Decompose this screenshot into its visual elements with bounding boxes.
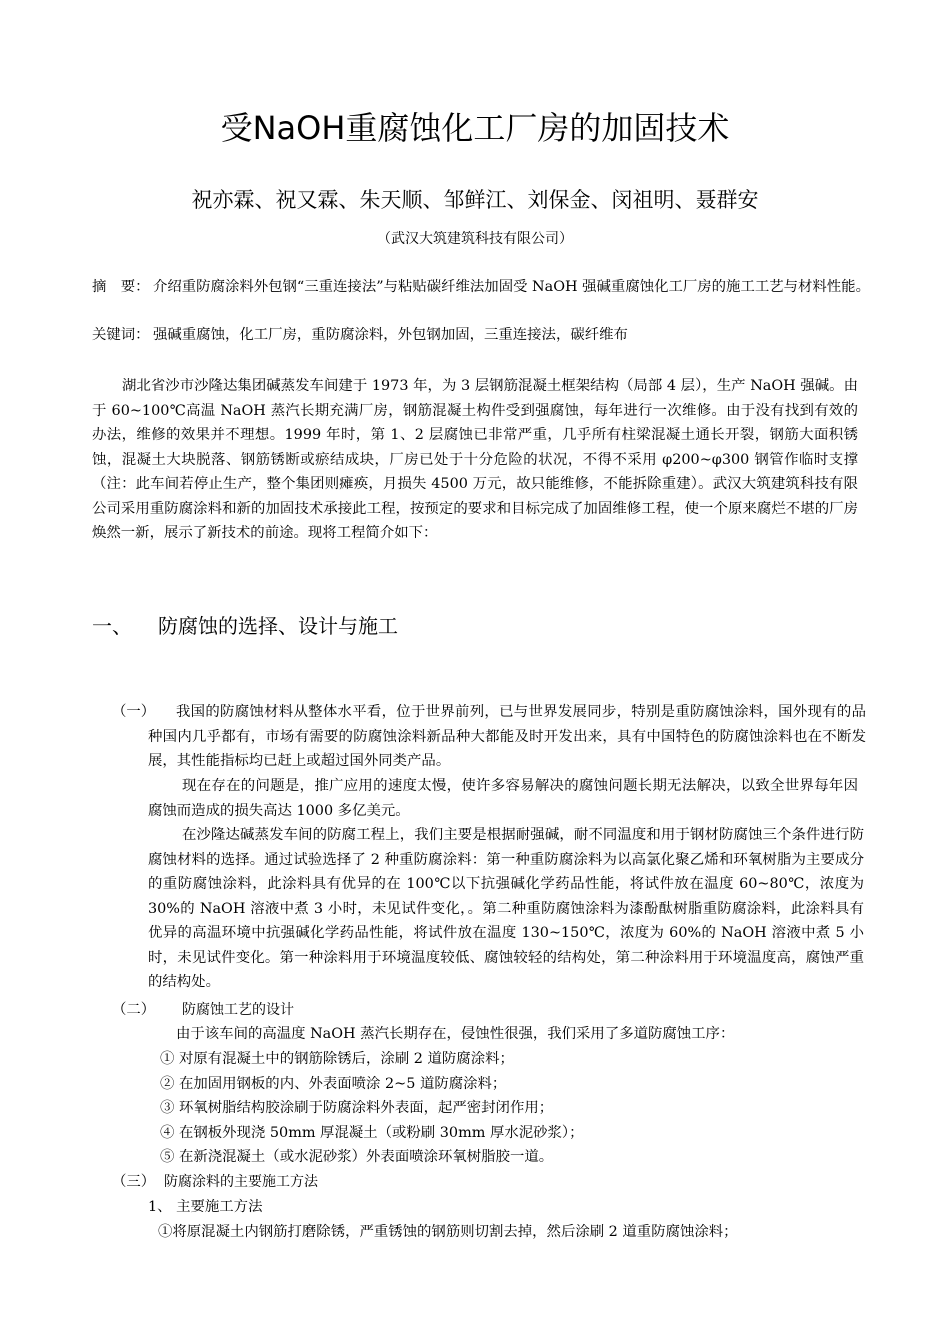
list-item: ⑤ 在新浇混凝土（或水泥砂浆）外表面喷涂环氧树脂胶一道。 — [160, 1149, 554, 1165]
subsection-3-step: ①将原混凝土内钢筋打磨除锈，严重锈蚀的钢筋则切割去掉，然后涂刷 2 道重防腐蚀涂料； — [158, 1224, 738, 1240]
keywords-text: 强碱重腐蚀，化工厂房，重防腐涂料，外包钢加固，三重连接法，碳纤维布 — [153, 327, 628, 343]
abstract-text: 介绍重防腐涂料外包钢“三重连接法”与粘贴碳纤维法加固受 NaOH 强碱重腐蚀化工厂房的施工工艺与材料性能。 — [153, 279, 870, 295]
document-page: 受NaOH重腐蚀化工厂房的加固技术 祝亦霖、祝又霖、朱天顺、邹鲜江、刘保金、闵祖明、聂群安 （武汉大筑建筑科技有限公司） 摘 要： 介绍重防腐涂料外包钢“三重连接法”与粘贴碳纤维法加固受 NaOH 强碱重腐蚀化工厂房的施工工艺与材料性能。 关键词： 强碱重腐蚀，化工厂房，重防腐涂料，外包钢加固，三重连接法，碳纤维布 湖北省沙市沙隆达集团碱蒸发车间建于 1973 年，为 3 层钢筋混凝土框架结构（局部 4 层），生产 NaOH 强碱。由于 60~100℃高温 NaOH 蒸汽长期充满厂房，钢筋混凝土构件受到强腐蚀，每年进行一次维修。由于没有找到有效的办法，维修的效果并不理想。1999 年时，第 1、2 层腐蚀已非常严重，几乎所有柱梁混凝土通长开裂，钢筋大面积锈蚀，混凝土大块脱落、钢筋锈断或瘀结成块，厂房已处于十分危险的状况，不得不采用 φ200~φ300 钢管作临时支撑（注：此车间若停止生产，整个集团则瘫痪，月损失 4500 万元，故只能维修，不能拆除重建）。武汉大筑建筑科技有限公司采用重防腐涂料和新的加固技术承接此工程，按预定的要求和目标完成了加固维修工程，使一个原来腐烂不堪的厂房焕然一新，展示了新技术的前途。现将工程简介如下： 一、 防腐蚀的选择、设计与施工 （一） 我国的防腐蚀材料从整体水平看，位于世界前列，已与世界发展同步，特别是重防腐蚀涂料，国外现有的品种国内几乎都有，市场有需要的防腐蚀涂料新品种大都能及时开发出来，具有中国特色的防腐蚀涂料也在不断发展，其性能指标均已赶上或超过国外同类产品。 现在存在的问题是，推广应用的速度太慢，使许多容易解决的腐蚀问题长期无法解决，以致全世界每年因腐蚀而造成的损失高达 1000 多亿美元。 在沙隆达碱蒸发车间的防腐工程上，我们主要是根据耐强碱，耐不同温度和用于钢材防腐蚀三个条件进行防腐蚀材料的选择。通过试验选择了 2 种重防腐涂料：第一种重防腐涂料为以高氯化聚乙烯和环氧树脂为主要成分的重防腐蚀涂料，此涂料具有优异的在 100℃以下抗强碱化学药品性能，将试件放在温度 60~80℃，浓度为 30%的 NaOH 溶液中煮 3 小时，未见试件变化，。第二种重防腐蚀涂料为漆酚酞树脂重防腐涂料，此涂料具有优异的高温环境中抗强碱化学药品性能，将试件放在温度 130~150℃，浓度为 60%的 NaOH 溶液中煮 5 小时，未见试件变化。第一种涂料用于环境温度较低、腐蚀较轻的结构处，第二种涂料用于环境温度高，腐蚀严重的结构处。 （二） 防腐蚀工艺的设计 由于该车间的高温度 NaOH 蒸汽长期存在，侵蚀性很强，我们采用了多道防腐蚀工序： ① 对原有混凝土中的钢筋除锈后，涂刷 2 道防腐涂料； ② 在加固用钢板的内、外表面喷涂 2~5 道防腐涂料； ③ 环氧树脂结构胶涂刷于防腐涂料外表面，起严密封闭作用； ④ 在钢板外现浇 50mm 厚混凝土（或粉刷 30mm 厚水泥砂浆）； ⑤ 在新浇混凝土（或水泥砂浆）外表面喷涂环氧树脂胶一道。 （三） 防腐涂料的主要施工方法 1、 主要施工方法 ①将原混凝土内钢筋打磨除锈，严重锈蚀的钢筋则切割去掉，然后涂刷 2 道重防腐蚀涂料； — [0, 0, 950, 1344]
list-item: ① 对原有混凝土中的钢筋除锈后，涂刷 2 道防腐涂料； — [160, 1051, 514, 1067]
document-title: 受NaOH重腐蚀化工厂房的加固技术 — [220, 109, 730, 147]
author-list: 祝亦霖、祝又霖、朱天顺、邹鲜江、刘保金、闵祖明、聂群安 — [191, 188, 759, 212]
keywords-label: 关键词： — [92, 327, 150, 343]
list-item: ③ 环氧树脂结构胶涂刷于防腐涂料外表面，起严密封闭作用； — [160, 1100, 554, 1116]
keywords — [92, 324, 872, 347]
subsection-2-title: 防腐蚀工艺的设计 — [182, 1002, 294, 1018]
section-number: 一、 — [92, 614, 132, 638]
abstract — [92, 276, 872, 299]
intro-paragraph: 湖北省沙市沙隆达集团碱蒸发车间建于 1973 年，为 3 层钢筋混凝土框架结构（局部 4 层），生产 NaOH 强碱。由于 60~100℃高温 NaOH 蒸汽长期充满厂房，钢筋混凝土构件受到强腐蚀，每年进行一次维修。由于没有找到有效的办法，维修的效果并不理想。1999 年时，第 1、2 层腐蚀已非常严重，几乎所有柱梁混凝土通长开裂，钢筋大面积锈蚀，混凝土大块脱落、钢筋锈断或瘀结成块，厂房已处于十分危险的状况，不得不采用 φ200~φ300 钢管作临时支撑（注：此车间若停止生产，整个集团则瘫痪，月损失 4500 万元，故只能维修，不能拆除重建）。武汉大筑建筑科技有限公司采用重防腐涂料和新的加固技术承接此工程，按预定的要求和目标完成了加固维修工程，使一个原来腐烂不堪的厂房焕然一新，展示了新技术的前途。现将工程简介如下： — [92, 378, 858, 541]
subsection-1-paragraph-2: 现在存在的问题是，推广应用的速度太慢，使许多容易解决的腐蚀问题长期无法解决，以致全世界每年因腐蚀而造成的损失高达 1000 多亿美元。 — [148, 778, 858, 819]
subsection-3-item: 1、 主要施工方法 — [148, 1199, 263, 1215]
subsection-1-paragraph-3: 在沙隆达碱蒸发车间的防腐工程上，我们主要是根据耐强碱，耐不同温度和用于钢材防腐蚀三个条件进行防腐蚀材料的选择。通过试验选择了 2 种重防腐涂料：第一种重防腐涂料为以高氯化聚乙烯和环氧树脂为主要成分的重防腐蚀涂料，此涂料具有优异的在 100℃以下抗强碱化学药品性能，将试件放在温度 60~80℃，浓度为 30%的 NaOH 溶液中煮 3 小时，未见试件变化，。第二种重防腐蚀涂料为漆酚酞树脂重防腐涂料，此涂料具有优异的高温环境中抗强碱化学药品性能，将试件放在温度 130~150℃，浓度为 60%的 NaOH 溶液中煮 5 小时，未见试件变化。第一种涂料用于环境温度较低、腐蚀较轻的结构处，第二种涂料用于环境温度高，腐蚀严重的结构处。 — [148, 827, 864, 990]
affiliation: （武汉大筑建筑科技有限公司） — [377, 231, 573, 247]
list-item: ④ 在钢板外现浇 50mm 厚混凝土（或粉刷 30mm 厚水泥砂浆）； — [160, 1125, 584, 1141]
subsection-3-title: 防腐涂料的主要施工方法 — [164, 1174, 318, 1190]
subsection-1-paragraph-1: 我国的防腐蚀材料从整体水平看，位于世界前列，已与世界发展同步，特别是重防腐蚀涂料，国外现有的品种国内几乎都有，市场有需要的防腐蚀涂料新品种大都能及时开发出来，具有中国特色的防腐蚀涂料也在不断发展，其性能指标均已赶上或超过国外同类产品。 — [148, 704, 866, 769]
list-item: ② 在加固用钢板的内、外表面喷涂 2~5 道防腐涂料； — [160, 1076, 507, 1092]
section-title: 防腐蚀的选择、设计与施工 — [158, 614, 398, 638]
subsection-2-intro: 由于该车间的高温度 NaOH 蒸汽长期存在，侵蚀性很强，我们采用了多道防腐蚀工序： — [176, 1026, 735, 1042]
abstract-label: 摘 要： — [92, 279, 150, 295]
